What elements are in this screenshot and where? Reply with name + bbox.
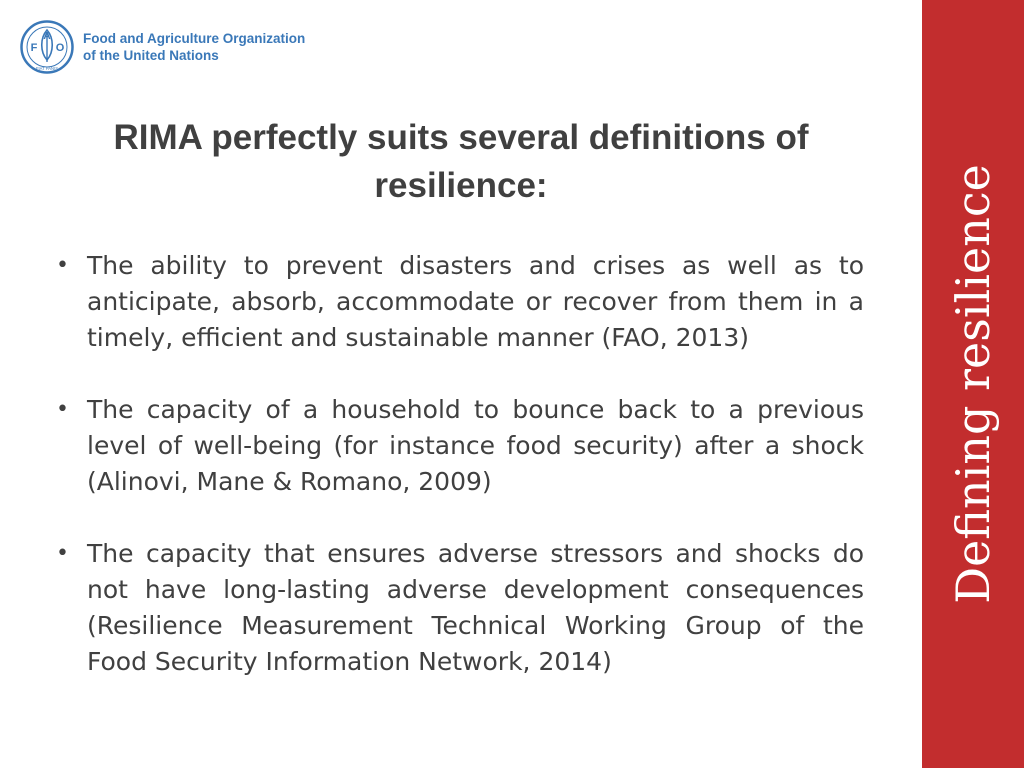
list-item xyxy=(56,392,864,500)
logo-letter-top: A xyxy=(43,31,51,42)
section-label: Defining resilience xyxy=(946,164,1000,604)
bullet-icon: • xyxy=(56,253,69,278)
slide-title xyxy=(40,114,882,210)
definition-text: The capacity that ensures adverse stressors and shocks do not have long-lasting adverse development consequences (Resilience Measurement Technical Working Group of the Food Security Information Network, 2014) xyxy=(87,539,864,676)
slide-title-line-1: RIMA perfectly suits several definitions of xyxy=(113,118,809,157)
bullet-icon: • xyxy=(56,397,69,422)
section-sidebar xyxy=(922,0,1024,768)
fao-emblem-icon xyxy=(20,20,74,74)
org-name-line-1: Food and Agriculture Organization xyxy=(83,31,306,46)
bullet-icon: • xyxy=(56,541,69,566)
definition-text: The capacity of a household to bounce back to a previous level of well-being (for instance food security) after a shock (Alinovi, Mane & Romano, 2009) xyxy=(87,395,864,496)
logo-letter-left: F xyxy=(30,42,38,54)
list-item xyxy=(56,536,864,680)
fao-logo xyxy=(20,20,305,74)
list-item xyxy=(56,248,864,356)
slide-title-line-2: resilience: xyxy=(374,166,548,205)
definition-text: The ability to prevent disasters and crises as well as to anticipate, absorb, accommodate or recover from them in a timely, efficient and sustainable manner (FAO, 2013) xyxy=(87,251,864,352)
logo-letter-right: O xyxy=(55,42,65,54)
org-name xyxy=(83,30,305,64)
definitions-list xyxy=(56,248,864,716)
logo-motto: FIAT PANIS xyxy=(35,66,59,71)
org-name-line-2: of the United Nations xyxy=(83,48,219,63)
